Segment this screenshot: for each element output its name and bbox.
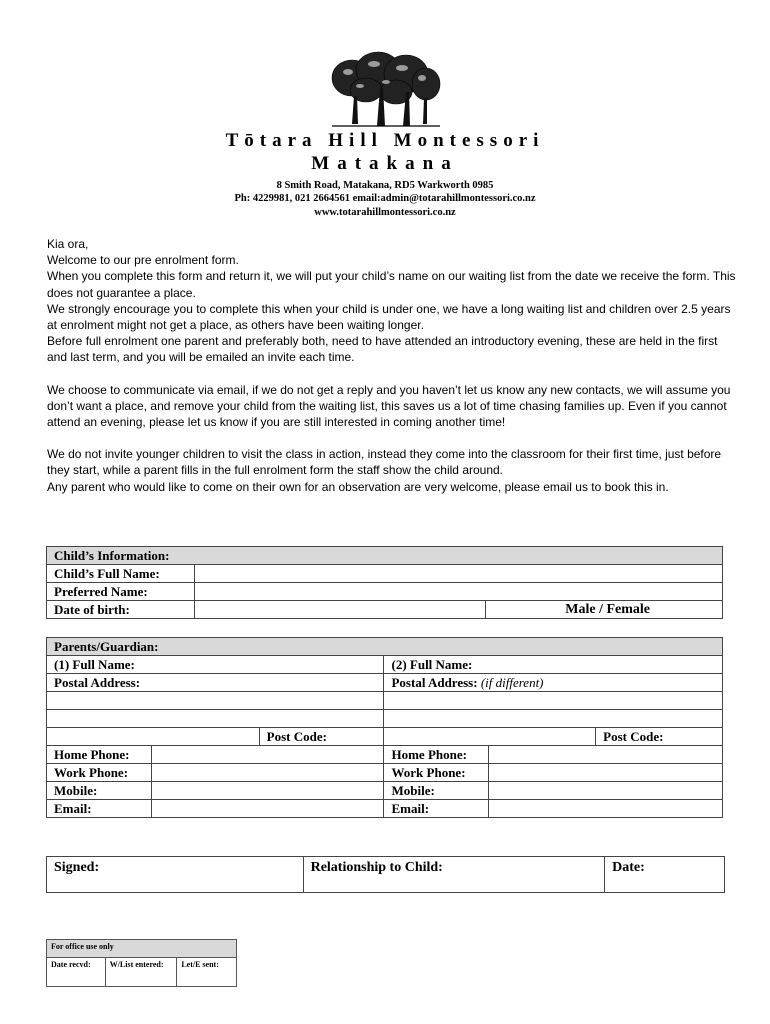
parent1-email-label: Email:	[47, 800, 152, 818]
parent2-mobile-label: Mobile:	[384, 782, 489, 800]
parent1-work-phone-field[interactable]	[151, 764, 384, 782]
school-town: Matakana	[311, 153, 459, 174]
child-full-name-field[interactable]	[194, 565, 722, 583]
greeting: Kia ora,	[47, 237, 89, 251]
child-information-table	[46, 546, 723, 619]
intro-paragraph-2: We strongly encourage you to complete this when your child is under one, we have a long waiting list and children over 2.5 years at enrolment might not get a place, as others have been waiting longer.	[47, 301, 731, 333]
parent1-home-phone-label: Home Phone:	[47, 746, 152, 764]
signed-field[interactable]: Signed:	[47, 857, 304, 893]
parent2-address-line-3[interactable]	[384, 710, 723, 728]
parent2-home-phone-label: Home Phone:	[384, 746, 489, 764]
school-website: www.totarahillmontessori.co.nz	[314, 207, 456, 218]
parent1-postal-address-field[interactable]: Postal Address:	[47, 674, 384, 692]
parent2-email-label: Email:	[384, 800, 489, 818]
dob-field[interactable]	[194, 601, 485, 619]
parent2-full-name-field[interactable]: (2) Full Name:	[384, 656, 723, 674]
signature-table	[46, 856, 725, 893]
school-logo-trees	[330, 48, 442, 130]
intro-paragraph-3: Before full enrolment one parent and preferably both, need to have attended an introductory evening, these are held in the first and last term, and you will be emailed an invite each time.	[47, 334, 718, 365]
intro-paragraph-5: We do not invite younger children to visit the class in action, instead they come into the classroom for their first time, just before they start, while a parent fills in the full enrolment form the staff show the child around.	[47, 447, 722, 478]
office-use-table	[46, 939, 237, 987]
parent2-postal-note: (if different)	[480, 674, 544, 690]
parent1-address-line-4[interactable]	[47, 728, 260, 746]
parents-heading: Parents/Guardian:	[47, 638, 723, 656]
parent2-postal-address-field[interactable]	[384, 674, 723, 692]
dob-label: Date of birth:	[47, 601, 195, 619]
parents-guardian-table	[46, 637, 723, 818]
parent1-address-line-2[interactable]	[47, 692, 384, 710]
school-address: 8 Smith Road, Matakana, RD5 Warkworth 0985	[276, 180, 494, 191]
parent1-home-phone-field[interactable]	[151, 746, 384, 764]
parent2-post-code-field[interactable]: Post Code:	[596, 728, 723, 746]
intro-paragraph-6: Any parent who would like to come on their own for an observation are very welcome, please email us to book this in.	[47, 479, 669, 494]
intro-text	[47, 236, 737, 495]
parent2-postal-label: Postal Address:	[391, 674, 478, 690]
intro-paragraph-1: When you complete this form and return it, we will put your child’s name on our waiting list from the date we receive the form. This does not guarantee a place.	[47, 269, 736, 300]
preferred-name-label: Preferred Name:	[47, 583, 195, 601]
child-info-heading: Child’s Information:	[47, 547, 723, 565]
parent1-mobile-field[interactable]	[151, 782, 384, 800]
parent2-address-line-4[interactable]	[384, 728, 596, 746]
preferred-name-field[interactable]	[194, 583, 722, 601]
office-use-heading: For office use only	[47, 940, 237, 958]
parent2-work-phone-label: Work Phone:	[384, 764, 489, 782]
parent2-home-phone-field[interactable]	[489, 746, 723, 764]
welcome-line: Welcome to our pre enrolment form.	[47, 253, 239, 268]
date-received-field[interactable]: Date recvd:	[47, 958, 106, 987]
parent2-work-phone-field[interactable]	[489, 764, 723, 782]
date-field[interactable]: Date:	[605, 857, 725, 893]
school-name: Tōtara Hill Montessori	[225, 130, 545, 151]
gender-field[interactable]: Male / Female	[486, 601, 723, 619]
school-phone-email: Ph: 4229981, 021 2664561 email:admin@totarahillmontessori.co.nz	[234, 193, 536, 204]
relationship-field[interactable]: Relationship to Child:	[303, 857, 605, 893]
parent1-mobile-label: Mobile:	[47, 782, 152, 800]
parent1-address-line-3[interactable]	[47, 710, 384, 728]
letter-email-sent-field[interactable]: Let/E sent:	[177, 958, 237, 987]
child-full-name-label: Child’s Full Name:	[47, 565, 195, 583]
parent2-email-field[interactable]	[489, 800, 723, 818]
waiting-list-entered-field[interactable]: W/List entered:	[105, 958, 177, 987]
parent2-address-line-2[interactable]	[384, 692, 723, 710]
parent1-work-phone-label: Work Phone:	[47, 764, 152, 782]
parent1-full-name-field[interactable]: (1) Full Name:	[47, 656, 384, 674]
parent1-email-field[interactable]	[151, 800, 384, 818]
intro-paragraph-4: We choose to communicate via email, if we do not get a reply and you haven’t let us know any new contacts, we will assume you don’t want a place, and remove your child from the waiting list, this saves us a lot of time chasing families up. Even if you cannot attend an evening, please let us know if you are still interested in coming another time!	[47, 382, 731, 430]
parent1-post-code-field[interactable]: Post Code:	[259, 728, 384, 746]
parent2-mobile-field[interactable]	[489, 782, 723, 800]
